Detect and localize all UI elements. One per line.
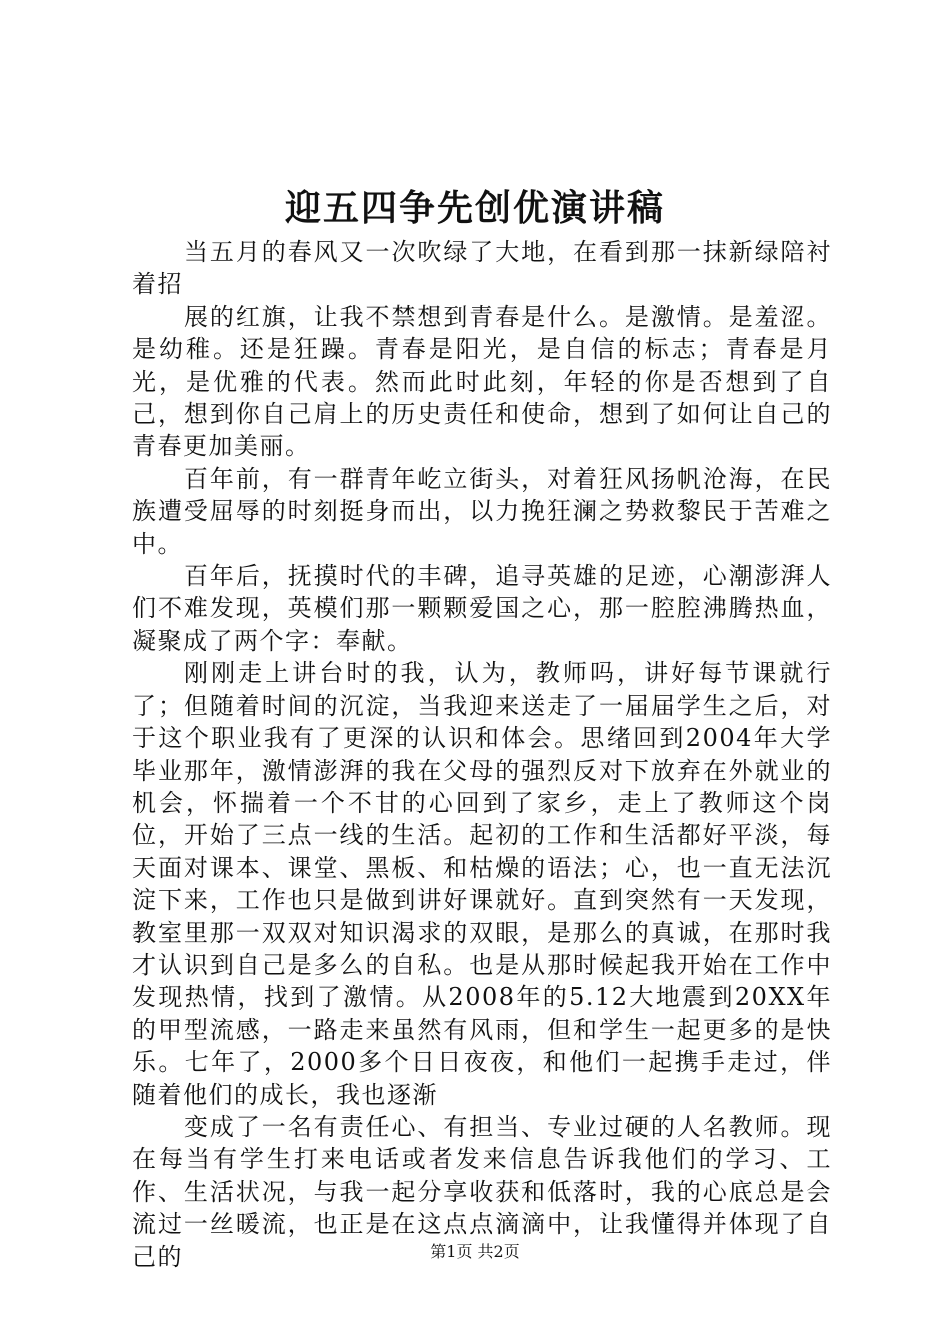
paragraph: 展的红旗，让我不禁想到青春是什么。是激情。是羞涩。是幼稚。还是狂躁。青春是阳光，是自信的标志；青春是月光，是优雅的代表。然而此时此刻，年轻的你是否想到了自己，想到你自己肩上的历史责任和使命，想到了如何让自己的青春更加美丽。 <box>132 302 832 461</box>
page-number: 第1页 共2页 <box>430 1242 520 1261</box>
paragraph: 刚刚走上讲台时的我，认为，教师吗，讲好每节课就行了；但随着时间的沉淀，当我迎来送走了一届届学生之后，对于这个职业我有了更深的认识和体会。思绪回到2004年大学毕业那年，激情澎湃的我在父母的强烈反对下放弃在外就业的机会，怀揣着一个不甘的心回到了家乡，走上了教师这个岗位，开始了三点一线的生活。起初的工作和生活都好平淡，每天面对课本、课堂、黑板、和枯燥的语法；心，也一直无法沉淀下来，工作也只是做到讲好课就好。直到突然有一天发现，教室里那一双双对知识渴求的双眼，是那么的真诚，在那时我才认识到自己是多么的自私。也是从那时候起我开始在工作中发现热情，找到了激情。从2008年的5.12大地震到20XX年的甲型流感，一路走来虽然有风雨，但和学生一起更多的是快乐。七年了，2000多个日日夜夜，和他们一起携手走过，伴随着他们的成长，我也逐渐 <box>132 659 832 1109</box>
page-title: 迎五四争先创优演讲稿 <box>284 187 665 229</box>
paragraph: 变成了一名有责任心、有担当、专业过硬的人名教师。现在每当有学生打来电话或者发来信息告诉我他们的学习、工作、生活状况，与我一起分享收获和低落时，我的心底总是会流过一丝暖流，也正是在这点点滴滴中，让我懂得并体现了自己的 <box>132 1112 832 1271</box>
paragraph: 百年前，有一群青年屹立街头，对着狂风扬帆沧海，在民族遭受屈辱的时刻挺身而出，以力挽狂澜之势救黎民于苦难之中。 <box>132 464 832 558</box>
page-footer <box>0 1240 950 1264</box>
paragraph: 当五月的春风又一次吹绿了大地，在看到那一抹新绿陪衬着招 <box>132 238 832 299</box>
document-body <box>132 236 832 1273</box>
paragraph: 百年后，抚摸时代的丰碑，追寻英雄的足迹，心潮澎湃人们不难发现，英模们那一颗颗爱国之心，那一腔腔沸腾热血，凝聚成了两个字：奉献。 <box>132 562 832 655</box>
